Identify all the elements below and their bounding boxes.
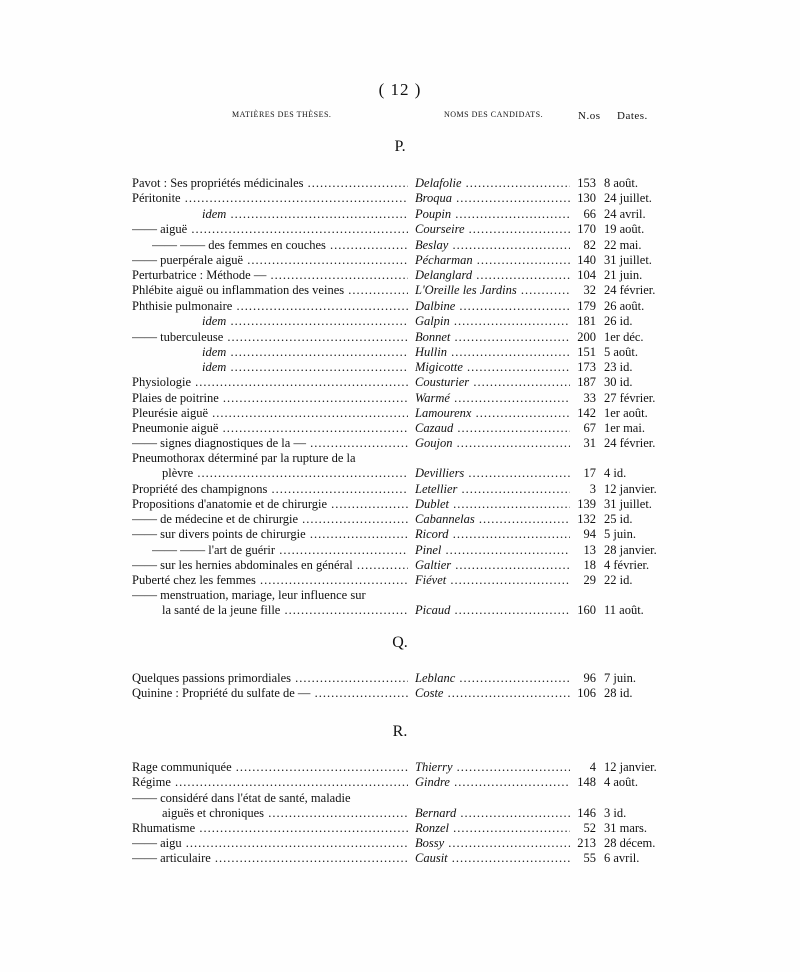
thesis-subject: —— —— des femmes en couches ..... [152,238,408,253]
index-row [0,573,800,588]
candidate-name: Goujon ..... [415,436,570,451]
index-row [0,406,800,421]
candidate-name: Causit ..... [415,851,570,866]
defense-date: 26 id. [604,314,633,328]
candidate-name: Cousturier ..... [415,375,570,390]
thesis-subject: la santé de la jeune fille ..... [162,603,408,618]
thesis-number: 55 [583,851,596,865]
index-row [0,451,800,466]
thesis-number: 181 [577,314,596,328]
defense-date: 23 id. [604,360,633,374]
defense-date: 5 août. [604,345,639,359]
defense-date: 31 mars. [604,821,648,835]
thesis-number: 139 [577,497,596,511]
index-row [0,806,800,821]
thesis-subject: idem ..... [202,314,408,329]
thesis-number: 213 [577,836,596,850]
candidate-name: Broqua ..... [415,191,570,206]
thesis-number: 146 [577,806,596,820]
index-row [0,176,800,191]
thesis-subject: Plaies de poitrine ..... [132,391,408,406]
thesis-number: 33 [583,391,596,405]
candidate-name: Beslay ..... [415,238,570,253]
defense-date: 22 mai. [604,238,642,252]
defense-date: 31 juillet. [604,497,652,511]
thesis-number: 29 [583,573,596,587]
defense-date: 26 août. [604,299,645,313]
thesis-number: 140 [577,253,596,267]
candidate-name: Ricord ..... [415,527,570,542]
thesis-subject: Phlébite aiguë ou inflammation des veines ..... [132,283,408,298]
thesis-subject: Phthisie pulmonaire ..... [132,299,408,314]
defense-date: 3 id. [604,806,627,820]
candidate-name: Galpin ..... [415,314,570,329]
thesis-number: 173 [577,360,596,374]
defense-date: 1er août. [604,406,648,420]
defense-date: 4 février. [604,558,650,572]
defense-date: 1er déc. [604,330,644,344]
thesis-subject: Perturbatrice : Méthode — ..... [132,268,408,283]
thesis-number: 17 [583,466,596,480]
index-row [0,760,800,775]
defense-date: 22 id. [604,573,633,587]
defense-date: 30 id. [604,375,633,389]
defense-date: 12 janvier. [604,760,657,774]
thesis-subject: Propositions d'anatomie et de chirurgie ..... [132,497,408,512]
candidate-name: Migicotte ..... [415,360,570,375]
thesis-subject: —— de médecine et de chirurgie ..... [132,512,408,527]
thesis-number: 96 [583,671,596,685]
thesis-number: 187 [577,375,596,389]
thesis-number: 200 [577,330,596,344]
thesis-number: 66 [583,207,596,221]
thesis-subject: idem ..... [202,207,408,222]
defense-date: 21 juin. [604,268,643,282]
column-header-candidates: NOMS DES CANDIDATS. [444,110,544,119]
candidate-name: Dublet ..... [415,497,570,512]
thesis-subject: idem ..... [202,360,408,375]
thesis-subject: —— sur les hernies abdominales en général ..... [132,558,408,573]
index-row [0,543,800,558]
candidate-name: Pinel ..... [415,543,570,558]
index-row [0,466,800,481]
defense-date: 6 avril. [604,851,640,865]
thesis-subject: Péritonite ..... [132,191,408,206]
thesis-subject: plèvre ..... [162,466,408,481]
index-row [0,238,800,253]
thesis-subject: —— aigu ..... [132,836,408,851]
thesis-number: 94 [583,527,596,541]
thesis-number: 82 [583,238,596,252]
thesis-number: 151 [577,345,596,359]
candidate-name: Cabannelas ..... [415,512,570,527]
thesis-subject: —— puerpérale aiguë ..... [132,253,408,268]
section-letter: P. [394,138,406,155]
thesis-number: 18 [583,558,596,572]
index-row [0,588,800,603]
thesis-subject: Pavot : Ses propriétés médicinales ..... [132,176,408,191]
thesis-subject: —— considéré dans l'état de santé, maladie [132,791,351,805]
thesis-subject: Pleurésie aiguë ..... [132,406,408,421]
column-header-number: N.os [578,110,601,122]
defense-date: 8 août. [604,176,639,190]
index-row [0,314,800,329]
candidate-name: Bonnet ..... [415,330,570,345]
candidate-name: Fiévet ..... [415,573,570,588]
candidate-name: Cazaud ..... [415,421,570,436]
index-row [0,791,800,806]
thesis-subject: Quinine : Propriété du sulfate de — ..... [132,686,408,701]
thesis-number: 4 [589,760,596,774]
thesis-number: 132 [577,512,596,526]
thesis-number: 142 [577,406,596,420]
defense-date: 28 id. [604,686,633,700]
candidate-name: Dalbine ..... [415,299,570,314]
thesis-subject: —— sur divers points de chirurgie ..... [132,527,408,542]
defense-date: 19 août. [604,222,645,236]
defense-date: 25 id. [604,512,633,526]
thesis-subject: Rhumatisme ..... [132,821,408,836]
thesis-number: 67 [583,421,596,435]
thesis-number: 106 [577,686,596,700]
candidate-name: Warmé ..... [415,391,570,406]
index-row [0,836,800,851]
candidate-name: Hullin ..... [415,345,570,360]
thesis-subject: —— menstruation, mariage, leur influence sur [132,588,366,602]
thesis-number: 52 [583,821,596,835]
thesis-subject: Propriété des champignons ..... [132,482,408,497]
column-header-subjects: MATIÈRES DES THÈSES. [232,110,332,119]
thesis-subject: Pneumonie aiguë ..... [132,421,408,436]
candidate-name: Bossy ..... [415,836,570,851]
candidate-name: Thierry ..... [415,760,570,775]
thesis-number: 160 [577,603,596,617]
thesis-subject: —— aiguë ..... [132,222,408,237]
thesis-subject: —— articulaire ..... [132,851,408,866]
thesis-subject: Régime ..... [132,775,408,790]
thesis-number: 153 [577,176,596,190]
defense-date: 24 février. [604,283,656,297]
index-row [0,283,800,298]
candidate-name: Coste ..... [415,686,570,701]
candidate-name: Bernard ..... [415,806,570,821]
candidate-name: Letellier ..... [415,482,570,497]
thesis-subject: Puberté chez les femmes ..... [132,573,408,588]
candidate-name: Lamourenx ..... [415,406,570,421]
index-row [0,686,800,701]
index-row [0,512,800,527]
defense-date: 24 février. [604,436,656,450]
thesis-subject: Quelques passions primordiales ..... [132,671,408,686]
thesis-number: 130 [577,191,596,205]
thesis-subject: Rage communiquée ..... [132,760,408,775]
defense-date: 28 décem. [604,836,656,850]
defense-date: 27 février. [604,391,656,405]
index-row [0,558,800,573]
index-row [0,191,800,206]
index-row [0,671,800,686]
index-row [0,482,800,497]
thesis-subject: Pneumothorax déterminé par la rupture de la [132,451,356,465]
thesis-subject: Physiologie ..... [132,375,408,390]
candidate-name: Delanglard ..... [415,268,570,283]
page-number: ( 12 ) [378,80,422,99]
index-row [0,821,800,836]
defense-date: 4 id. [604,466,627,480]
candidate-name: Gindre ..... [415,775,570,790]
section-letter: R. [392,723,408,740]
candidate-name: L'Oreille les Jardins ..... [415,283,570,298]
thesis-number: 3 [589,482,596,496]
thesis-subject: —— tuberculeuse ..... [132,330,408,345]
defense-date: 1er mai. [604,421,645,435]
thesis-number: 32 [583,283,596,297]
index-row [0,421,800,436]
thesis-subject: aiguës et chroniques ..... [162,806,408,821]
thesis-subject: —— —— l'art de guérir ..... [152,543,408,558]
candidate-name: Courseire ..... [415,222,570,237]
candidate-name: Pécharman ..... [415,253,570,268]
candidate-name: Galtier ..... [415,558,570,573]
defense-date: 28 janvier. [604,543,657,557]
index-row [0,222,800,237]
candidate-name: Devilliers ..... [415,466,570,481]
index-row [0,775,800,790]
index-row [0,207,800,222]
thesis-number: 170 [577,222,596,236]
thesis-subject: —— signes diagnostiques de la — ..... [132,436,408,451]
thesis-number: 148 [577,775,596,789]
defense-date: 24 juillet. [604,191,652,205]
index-row [0,345,800,360]
index-row [0,375,800,390]
index-row [0,851,800,866]
candidate-name: Picaud ..... [415,603,570,618]
column-header-dates: Dates. [617,110,648,122]
candidate-name: Delafolie ..... [415,176,570,191]
defense-date: 11 août. [604,603,644,617]
defense-date: 5 juin. [604,527,636,541]
thesis-number: 31 [583,436,596,450]
section-letter: Q. [392,634,408,651]
candidate-name: Ronzel ..... [415,821,570,836]
defense-date: 12 janvier. [604,482,657,496]
thesis-number: 104 [577,268,596,282]
index-row [0,253,800,268]
defense-date: 24 avril. [604,207,646,221]
index-row [0,299,800,314]
defense-date: 7 juin. [604,671,636,685]
index-row [0,268,800,283]
index-row [0,391,800,406]
index-row [0,603,800,618]
index-row [0,527,800,542]
index-row [0,360,800,375]
index-row [0,436,800,451]
thesis-number: 179 [577,299,596,313]
thesis-subject: idem ..... [202,345,408,360]
index-row [0,497,800,512]
defense-date: 31 juillet. [604,253,652,267]
index-row [0,330,800,345]
defense-date: 4 août. [604,775,639,789]
candidate-name: Poupin ..... [415,207,570,222]
candidate-name: Leblanc ..... [415,671,570,686]
thesis-number: 13 [583,543,596,557]
